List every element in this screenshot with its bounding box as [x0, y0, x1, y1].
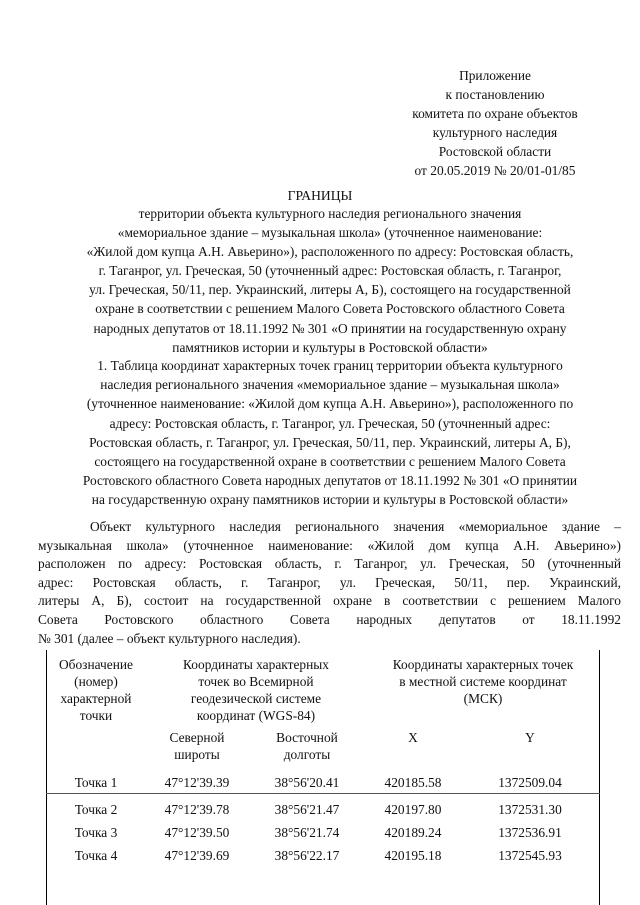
point-cell: Точка 2	[74, 802, 118, 817]
north-latitude-header: Северной широты	[169, 730, 225, 762]
lat-cell: 47°12'39.78	[164, 802, 230, 817]
table-row	[46, 797, 600, 824]
x-cell: 420197.80	[384, 802, 442, 817]
section-line: 1. Таблица координат характерных точек границ территории объекта культурного	[97, 358, 563, 373]
y-cell: 1372531.30	[498, 802, 562, 817]
y-header: Y	[525, 730, 535, 745]
section-line: на государственную охрану памятников истории и культуры в Ростовской области»	[91, 492, 569, 508]
subtitle-line: г. Таганрог, ул. Греческая, 50 (уточненный адрес: Ростовская область, г. Таганрог,	[98, 263, 562, 279]
section-line: (уточненное наименование: «Жилой дом купца А.Н. Авьерино»), расположенного по	[86, 396, 574, 412]
appendix-line: от 20.05.2019 № 20/01-01/85	[414, 163, 576, 178]
table-header-row	[46, 651, 600, 729]
appendix-block	[380, 66, 610, 180]
section-line: Ростовская область, г. Таганрог, ул. Греческая, 50/11, пер. Украинский, литеры А, Б),	[89, 434, 571, 450]
x-cell: 420195.18	[384, 848, 442, 863]
paragraph-line: расположен по адресу: Ростовская область, г. Таганрог, ул. Греческая, 50 (уточненный	[38, 556, 621, 572]
section-line: Ростовского областного Совета народных депутатов от 18.11.1992 № 301 «О принятии	[82, 473, 578, 489]
wgs-column-header: Координаты характерных точек во Всемирной геодезической системе координат (WGS-84)	[183, 657, 329, 723]
lon-cell: 38°56'21.47	[274, 802, 340, 817]
paragraph-line: Объект культурного наследия регионального значения «мемориальное здание –	[90, 519, 621, 534]
subtitle-line: ул. Греческая, 50/11, пер. Украинский, литеры А, Б), состоящего на государственной	[89, 282, 571, 298]
table-row	[46, 847, 600, 870]
lon-cell: 38°56'22.17	[274, 848, 340, 863]
point-cell: Точка 3	[74, 825, 118, 840]
subtitle-line: памятников истории и культуры в Ростовской области»	[172, 339, 488, 355]
document-title: ГРАНИЦЫ	[287, 188, 353, 203]
msk-column-header: Координаты характерных точек в местной системе координат (МСК)	[392, 657, 574, 706]
paragraph-line: адрес: Ростовская область, г. Таганрог, ул. Греческая, 50/11, пер. Украинский,	[38, 574, 621, 590]
y-cell: 1372545.93	[498, 848, 562, 863]
x-cell: 420189.24	[384, 825, 442, 840]
point-cell: Точка 4	[74, 848, 118, 863]
table-row	[46, 824, 600, 847]
y-cell: 1372536.91	[498, 825, 562, 840]
point-column-header: Обозначение (номер) характерной точки	[59, 657, 133, 723]
point-cell: Точка 1	[74, 775, 118, 790]
appendix-line: комитета по охране объектов	[412, 106, 578, 121]
body-paragraph	[38, 518, 621, 648]
section-line: наследия регионального значения «мемориальное здание – музыкальная школа»	[100, 377, 560, 393]
subtitle-line: «мемориальное здание – музыкальная школа» (уточненное наименование:	[117, 225, 543, 241]
y-cell: 1372509.04	[498, 775, 562, 790]
section-line: адресу: Ростовская область, г. Таганрог, ул. Греческая, 50 (уточненный адрес:	[109, 415, 551, 431]
east-longitude-header: Восточной долготы	[276, 730, 338, 762]
subtitle-line: «Жилой дом купца А.Н. Авьерино»), расположенного по адресу: Ростовская область,	[86, 244, 574, 260]
x-header: X	[408, 730, 418, 745]
x-cell: 420185.58	[384, 775, 442, 790]
paragraph-line: музыкальная школа» (уточненное наименование: «Жилой дом купца А.Н. Авьерино»)	[38, 537, 621, 553]
document-subtitle	[50, 204, 610, 357]
lat-cell: 47°12'39.69	[164, 848, 230, 863]
subtitle-line: народных депутатов от 18.11.1992 № 301 «О принятии на государственную охрану	[93, 320, 567, 336]
paragraph-line: № 301 (далее – объект культурного наследия).	[38, 630, 301, 646]
subtitle-line: охране в соответствии с решением Малого Совета Ростовского областного Совета	[95, 301, 565, 317]
paragraph-line: литеры А, Б), состоит на государственной охране в соответствии с решением Малого	[38, 593, 621, 609]
appendix-line: Приложение	[459, 68, 531, 83]
lon-cell: 38°56'21.74	[274, 825, 340, 840]
subtitle-line: территории объекта культурного наследия регионального значения	[138, 206, 522, 221]
section-heading	[40, 356, 620, 510]
paragraph-line: Совета Ростовского областного Совета народных депутатов от 18.11.1992	[38, 611, 621, 627]
appendix-line: Ростовской области	[438, 144, 552, 159]
section-line: состоящего на государственной охране в соответствии с решением Малого Совета	[94, 454, 566, 470]
lat-cell: 47°12'39.39	[164, 775, 230, 790]
appendix-line: культурного наследия	[432, 125, 558, 140]
coordinates-table	[46, 651, 600, 870]
lon-cell: 38°56'20.41	[274, 775, 340, 790]
lat-cell: 47°12'39.50	[164, 825, 230, 840]
appendix-line: к постановлению	[445, 87, 545, 102]
table-row	[46, 771, 600, 797]
